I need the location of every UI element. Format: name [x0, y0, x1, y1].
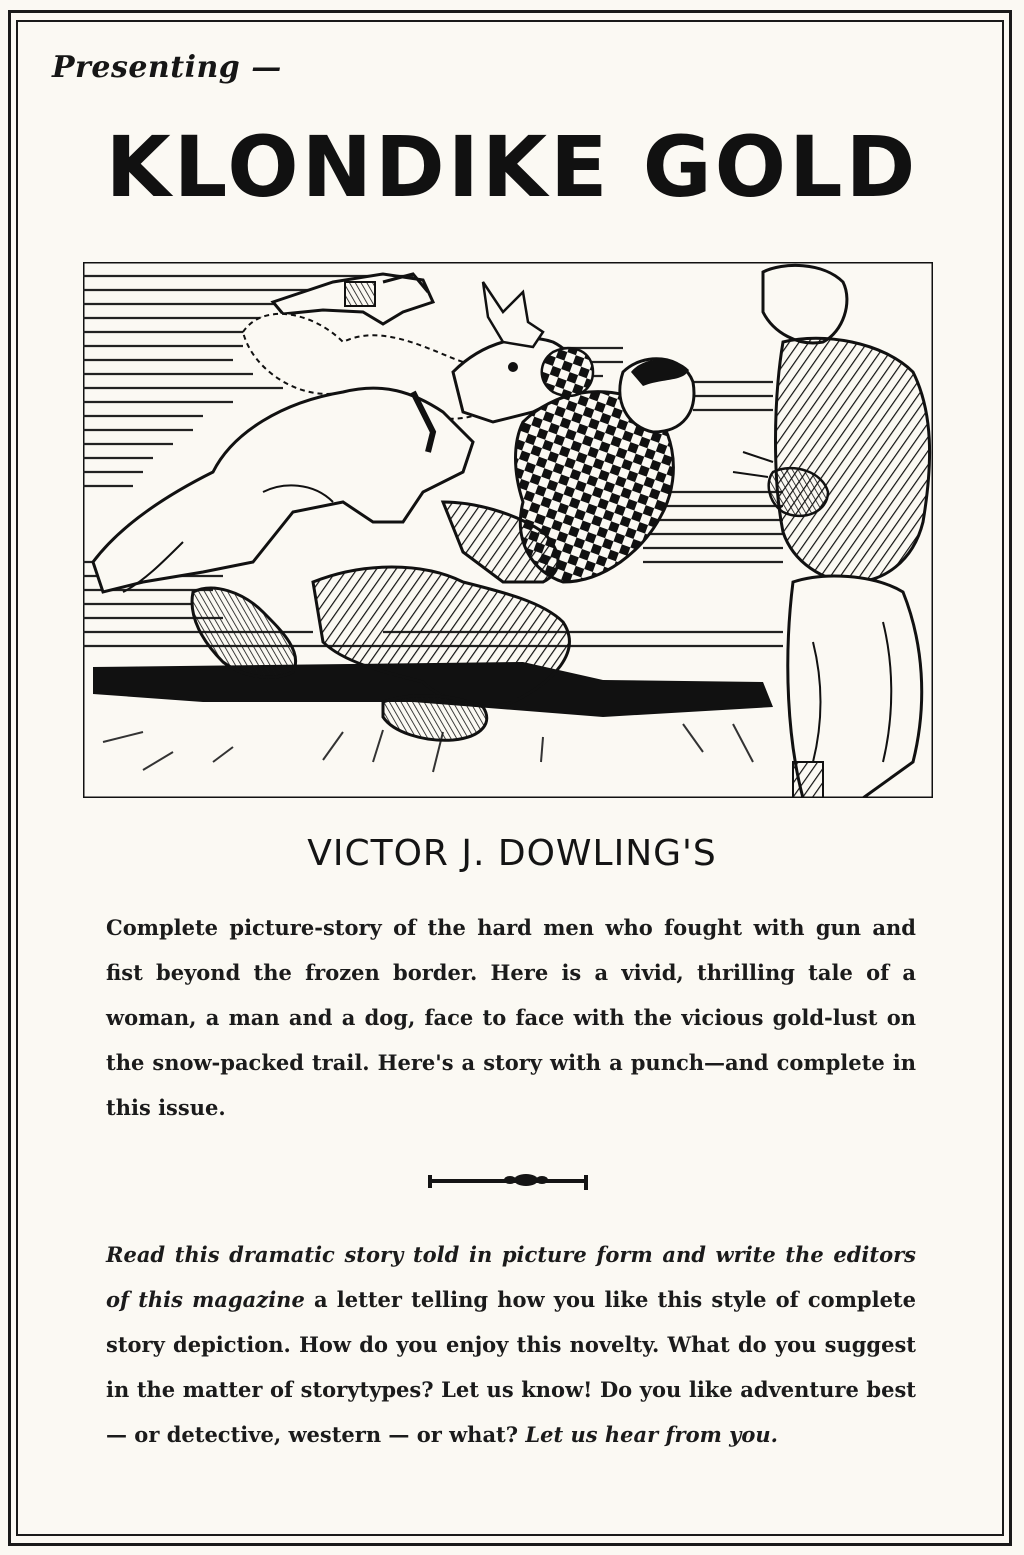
page-title: KLONDIKE GOLD [105, 118, 919, 216]
appeal-italic-close: Let us hear from you. [525, 1422, 778, 1447]
presenting-kicker: Presenting — [52, 50, 282, 85]
appeal-italic-lead: Read this dramatic story told in picture form and write the editors of this magazine [106, 1242, 916, 1312]
story-description: Complete picture-story of the hard men who fought with gun and fist beyond the frozen border. Here is a vivid, thrilling tale of a woman, a man and a dog, face to face with the vicious gold-lust on the snow-packed trail. Here's a story with a punch—and complete in this issue. [106, 915, 916, 1120]
ornament-divider-icon [426, 1166, 590, 1194]
appeal-body: a letter telling how you like this style of complete story depiction. How do you enjoy this novelty. What do you suggest in the matter of storytypes? Let us know! Do you like adventure best — or detective, western — or what? [106, 1287, 916, 1447]
editors-appeal [106, 1232, 916, 1457]
klondike-fight-illustration [83, 262, 933, 798]
author-byline: VICTOR J. DOWLING'S [307, 833, 717, 874]
